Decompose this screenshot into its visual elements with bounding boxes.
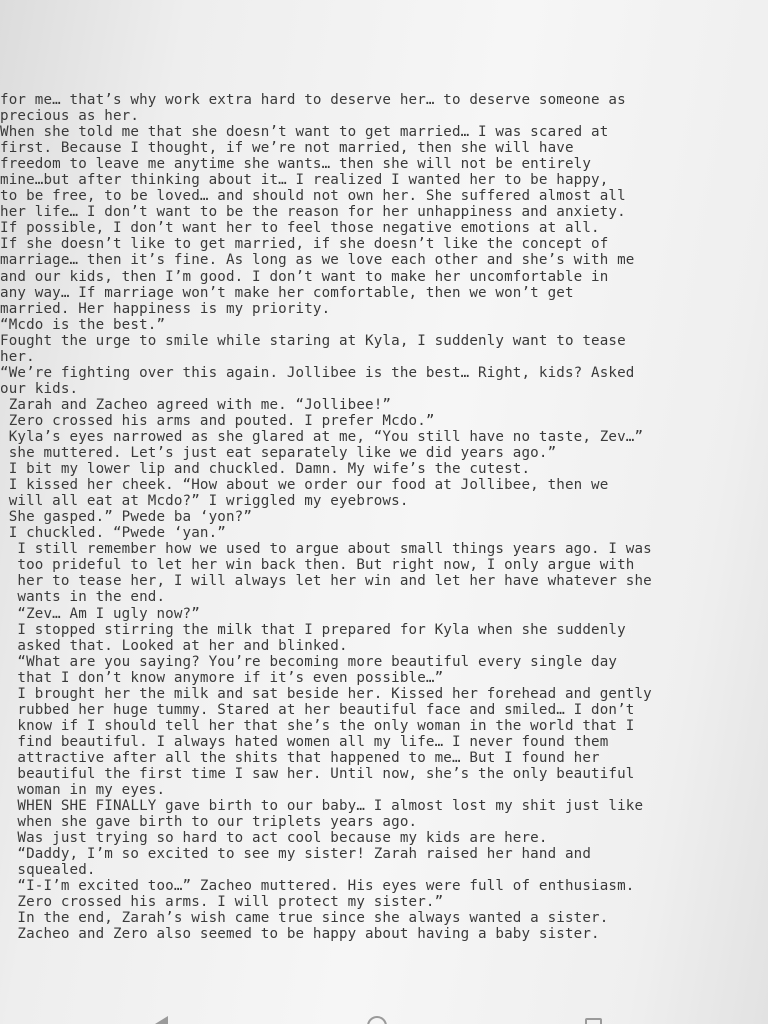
text-line: know if I should tell her that she’s the only woman in the world that I: [0, 717, 635, 734]
text-line: her.: [0, 348, 35, 365]
text-line: “I-I’m excited too…” Zacheo muttered. His eyes were full of enthusiasm.: [0, 878, 635, 895]
text-line: that I don’t know anymore if it’s even possible…”: [0, 669, 444, 686]
home-icon: [367, 1016, 387, 1024]
text-line: I still remember how we used to argue about small things years ago. I was: [0, 541, 652, 558]
text-line: If possible, I don’t want her to feel those negative emotions at all.: [0, 220, 600, 237]
text-line: “Mcdo is the best.”: [0, 316, 166, 333]
text-line: asked that. Looked at her and blinked.: [0, 637, 348, 654]
back-icon: [155, 1016, 168, 1024]
text-line: I bit my lower lip and chuckled. Damn. My wife’s the cutest.: [0, 461, 531, 478]
text-line: beautiful the first time I saw her. Until now, she’s the only beautiful: [0, 765, 635, 782]
text-line: she muttered. Let’s just eat separately like we did years ago.”: [0, 445, 557, 462]
text-line: She gasped.” Pwede ba ‘yon?”: [0, 509, 253, 526]
text-line: If she doesn’t like to get married, if she doesn’t like the concept of: [0, 236, 609, 253]
text-line: her to tease her, I will always let her win and let her have whatever she: [0, 573, 652, 590]
text-line: When she told me that she doesn’t want to get married… I was scared at: [0, 124, 609, 141]
text-line: for me… that’s why work extra hard to deserve her… to deserve someone as: [0, 92, 626, 108]
reader-page[interactable]: [0, 92, 722, 942]
text-line: squealed.: [0, 862, 96, 879]
home-button[interactable]: [366, 1010, 388, 1024]
text-line: attractive after all the shits that happened to me… But I found her: [0, 749, 600, 766]
text-line: Fought the urge to smile while staring at Kyla, I suddenly want to tease: [0, 332, 626, 349]
recent-apps-icon: [585, 1018, 602, 1024]
text-line: when she gave birth to our triplets years ago.: [0, 814, 418, 831]
text-line: too prideful to let her win back then. But right now, I only argue with: [0, 557, 635, 574]
text-line: I stopped stirring the milk that I prepared for Kyla when she suddenly: [0, 621, 626, 638]
text-line: “Zev… Am I ugly now?”: [0, 605, 200, 622]
text-line: I kissed her cheek. “How about we order our food at Jollibee, then we: [0, 477, 609, 494]
text-line: her life… I don’t want to be the reason for her unhappiness and anxiety.: [0, 204, 626, 221]
text-line: Zero crossed his arms. I will protect my sister.”: [0, 894, 444, 911]
text-line: precious as her.: [0, 108, 140, 125]
text-line: “What are you saying? You’re becoming more beautiful every single day: [0, 653, 618, 670]
text-line: I chuckled. “Pwede ‘yan.”: [0, 525, 226, 542]
text-line: WHEN SHE FINALLY gave birth to our baby… I almost lost my shit just like: [0, 798, 644, 815]
text-line: “We’re fighting over this again. Jollibee is the best… Right, kids? Asked: [0, 364, 635, 381]
text-line: our kids.: [0, 380, 79, 397]
text-line: any way… If marriage won’t make her comfortable, then we won’t get: [0, 284, 574, 301]
text-line: Was just trying so hard to act cool because my kids are here.: [0, 830, 548, 847]
text-line: wants in the end.: [0, 589, 166, 606]
text-line: mine…but after thinking about it… I realized I wanted her to be happy,: [0, 172, 609, 189]
recent-apps-button[interactable]: [582, 1010, 604, 1024]
text-line: marriage… then it’s fine. As long as we love each other and she’s with me: [0, 252, 635, 269]
text-line: Zarah and Zacheo agreed with me. “Jollibee!”: [0, 396, 392, 413]
text-line: first. Because I thought, if we’re not married, then she will have: [0, 140, 574, 157]
text-line: woman in my eyes.: [0, 782, 166, 799]
text-line: I brought her the milk and sat beside her. Kissed her forehead and gently: [0, 685, 652, 702]
text-line: Zacheo and Zero also seemed to be happy about having a baby sister.: [0, 926, 600, 943]
text-line: and our kids, then I’m good. I don’t want to make her uncomfortable in: [0, 268, 609, 285]
back-button[interactable]: [150, 1010, 172, 1024]
text-line: freedom to leave me anytime she wants… then she will not be entirely: [0, 156, 592, 173]
text-line: “Daddy, I’m so excited to see my sister! Zarah raised her hand and: [0, 846, 592, 863]
text-line: married. Her happiness is my priority.: [0, 300, 331, 317]
text-line: Kyla’s eyes narrowed as she glared at me, “You still have no taste, Zev…”: [0, 428, 644, 445]
navigation-bar: [0, 1006, 768, 1024]
text-line: find beautiful. I always hated women all my life… I never found them: [0, 733, 609, 750]
text-line: to be free, to be loved… and should not own her. She suffered almost all: [0, 188, 626, 205]
text-line: rubbed her huge tummy. Stared at her beautiful face and smiled… I don’t: [0, 701, 635, 718]
text-line: will all eat at Mcdo?” I wriggled my eyebrows.: [0, 493, 409, 510]
text-line: In the end, Zarah’s wish came true since she always wanted a sister.: [0, 910, 609, 927]
text-line: Zero crossed his arms and pouted. I prefer Mcdo.”: [0, 412, 435, 429]
